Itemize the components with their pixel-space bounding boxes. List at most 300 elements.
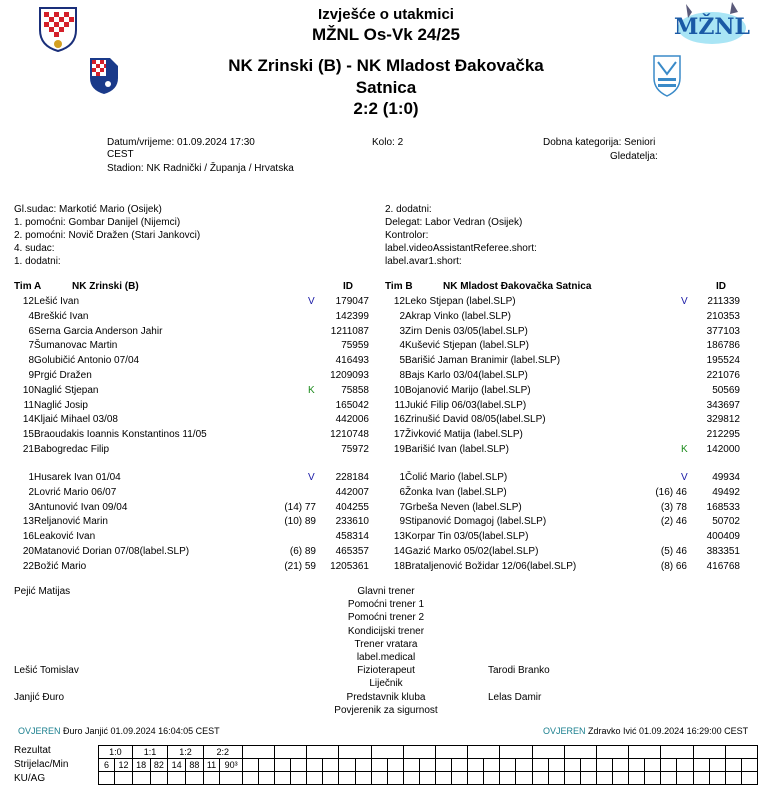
grid-label-result: Rezultat xyxy=(14,745,51,756)
scorer-minute-cell xyxy=(452,759,468,772)
kuag-cell xyxy=(661,772,677,785)
player-name: Breškić Ivan xyxy=(34,310,89,322)
official-line: Delegat: Labor Vedran (Osijek) xyxy=(385,217,523,228)
officials-right xyxy=(385,203,537,268)
player-name: Braoudakis Ioannis Konstantinos 11/05 xyxy=(34,429,207,441)
staff-role: Fizioterapeut xyxy=(357,665,415,677)
scorer-minute-cell: 6 xyxy=(99,759,115,772)
player-number: 12 xyxy=(22,296,34,307)
mznl-logo-text: MŽNL xyxy=(674,14,750,40)
player-number: 13 xyxy=(393,531,405,543)
player-name: Gazić Marko 05/02(label.SLP) xyxy=(405,546,539,557)
player-id: 186786 xyxy=(706,340,740,352)
verify-right xyxy=(543,726,748,736)
player-number: 3 xyxy=(399,325,405,337)
player-id: 212295 xyxy=(706,429,740,441)
player-number: 8 xyxy=(399,370,405,381)
player-role-mark: V xyxy=(681,296,688,307)
player-number: 9 xyxy=(399,516,405,528)
kuag-cell xyxy=(339,772,355,785)
staff-role: Pomoćni trener 1 xyxy=(347,599,425,611)
player-id: 442006 xyxy=(335,414,369,426)
result-cell xyxy=(725,746,757,759)
player-row xyxy=(385,325,750,339)
kuag-cell xyxy=(741,772,757,785)
player-number: 11 xyxy=(23,399,34,411)
match-round: Kolo: 2 xyxy=(372,137,404,148)
scorer-minute-cell: 18 xyxy=(132,759,150,772)
kuag-cell xyxy=(436,772,452,785)
player-role-mark: V xyxy=(308,472,315,483)
result-cell xyxy=(242,746,274,759)
player-name: Bojanović Marijo (label.SLP) xyxy=(405,384,531,396)
player-number: 16 xyxy=(393,414,405,426)
player-row xyxy=(14,530,379,544)
staff-role: Predstavnik kluba xyxy=(346,691,426,703)
player-row xyxy=(385,443,750,457)
player-number: 19 xyxy=(393,444,405,455)
team-b-physio: Tarodi Branko xyxy=(488,665,550,676)
team-a-label: Tim A xyxy=(14,281,42,292)
player-row xyxy=(14,354,379,368)
player-number: 5 xyxy=(399,355,405,367)
scorer-minute-cell xyxy=(355,759,371,772)
match-timezone: CEST xyxy=(107,149,134,160)
scorer-minute-cell xyxy=(709,759,725,772)
kuag-cell xyxy=(323,772,339,785)
player-name: Živković Matija (label.SLP) xyxy=(405,429,523,441)
team-b-name: NK Mladost Đakovačka Satnica xyxy=(443,281,592,292)
scorer-minute-cell xyxy=(275,759,291,772)
player-number: 21 xyxy=(22,444,34,455)
player-name: Božić Mario xyxy=(34,560,87,572)
scorer-minute-cell xyxy=(403,759,419,772)
official-line: 1. dodatni: xyxy=(14,256,61,267)
player-id: 416493 xyxy=(335,355,369,367)
player-id: 458314 xyxy=(335,531,369,543)
player-number: 6 xyxy=(399,486,405,498)
result-cell: 1:0 xyxy=(99,746,133,759)
staff-roles xyxy=(0,585,772,717)
player-name: Žonka Ivan (label.SLP) xyxy=(405,486,507,498)
player-row xyxy=(14,325,379,339)
player-name: Barišić Jaman Branimir (label.SLP) xyxy=(405,355,561,367)
kuag-cell xyxy=(203,772,220,785)
player-name: Reljanović Marin xyxy=(34,516,108,528)
match-score: 2:2 (1:0) xyxy=(353,99,419,118)
official-line: Kontrolor: xyxy=(385,230,429,241)
result-cell xyxy=(339,746,371,759)
scorer-minute-cell xyxy=(339,759,355,772)
match-teams: NK Zrinski (B) - NK Mladost Đakovačka xyxy=(228,56,544,75)
player-number: 16 xyxy=(22,531,34,543)
player-number: 10 xyxy=(22,384,34,396)
player-row xyxy=(14,428,379,442)
player-number: 1 xyxy=(399,472,405,483)
player-id: 50569 xyxy=(712,384,740,396)
player-id: 142000 xyxy=(706,444,740,455)
kuag-cell xyxy=(307,772,323,785)
player-role-mark: K xyxy=(681,444,688,455)
kuag-cell xyxy=(242,772,258,785)
score-grid-row xyxy=(99,746,758,759)
team-a-physio: Lešić Tomislav xyxy=(14,665,79,676)
player-number: 4 xyxy=(399,340,405,352)
scorer-minute-cell: 88 xyxy=(185,759,203,772)
player-row xyxy=(14,560,379,574)
result-cell xyxy=(693,746,725,759)
report-title: Izvješće o utakmici xyxy=(318,6,454,23)
result-cell xyxy=(596,746,628,759)
player-name: Brataljenović Božidar 12/06(label.SLP) xyxy=(405,560,577,572)
result-cell xyxy=(532,746,564,759)
kuag-cell xyxy=(371,772,387,785)
team-b-id-header: ID xyxy=(716,281,726,292)
verify-right-text: Zdravko Ivić 01.09.2024 16:29:00 CEST xyxy=(588,726,749,736)
player-name: Kljaić Mihael 03/08 xyxy=(34,414,118,426)
official-line: label.videoAssistantReferee.short: xyxy=(385,243,537,254)
kuag-cell xyxy=(387,772,403,785)
player-row xyxy=(385,354,750,368)
scorer-minute-cell: 90³ xyxy=(220,759,243,772)
result-cell xyxy=(436,746,468,759)
player-number: 2 xyxy=(399,310,405,322)
player-name: Matanović Dorian 07/08(label.SLP) xyxy=(34,546,190,557)
player-number: 13 xyxy=(22,516,34,528)
kuag-cell xyxy=(548,772,564,785)
scorer-minute-cell xyxy=(436,759,452,772)
player-number: 15 xyxy=(22,429,34,441)
player-name: Korpar Tin 03/05(label.SLP) xyxy=(405,531,529,543)
kuag-cell xyxy=(185,772,203,785)
score-grid-row xyxy=(99,772,758,785)
player-id: 233610 xyxy=(335,516,369,528)
player-name: Šumanovac Martin xyxy=(34,340,118,352)
player-id: 49492 xyxy=(712,486,740,498)
kuag-cell xyxy=(220,772,243,785)
official-line: 2. dodatni: xyxy=(385,204,432,215)
substitution-info: (6) 89 xyxy=(289,546,316,557)
kuag-cell xyxy=(516,772,532,785)
player-number: 2 xyxy=(28,486,34,498)
player-number: 17 xyxy=(393,429,405,441)
player-role-mark: V xyxy=(308,296,315,307)
result-cell: 2:2 xyxy=(203,746,242,759)
player-id: 416768 xyxy=(706,560,740,572)
player-number: 7 xyxy=(28,340,34,352)
player-id: 1205361 xyxy=(330,560,369,572)
substitution-info: (8) 66 xyxy=(660,560,687,572)
scorer-minute-cell xyxy=(516,759,532,772)
player-id: 343697 xyxy=(706,399,740,411)
player-number: 22 xyxy=(22,560,34,572)
staff-role: Glavni trener xyxy=(357,586,415,597)
player-id: 75858 xyxy=(341,384,369,396)
scorer-minute-cell xyxy=(596,759,612,772)
spectators: Gledatelja: xyxy=(610,151,658,162)
scorer-minute-cell xyxy=(291,759,307,772)
team-a-club-rep: Janjić Đuro xyxy=(14,692,65,703)
scorer-minute-cell: 82 xyxy=(150,759,168,772)
player-row xyxy=(14,295,379,309)
player-id: 228184 xyxy=(335,472,369,483)
player-row xyxy=(14,369,379,383)
player-id: 400409 xyxy=(706,531,740,543)
player-id: 50702 xyxy=(712,516,740,528)
player-name: Golubičić Antonio 07/04 xyxy=(34,355,140,367)
player-name: Naglić Josip xyxy=(34,399,88,411)
player-name: Jukić Filip 06/03(label.SLP) xyxy=(405,399,527,411)
official-line: Gl.sudac: Markotić Mario (Osijek) xyxy=(14,204,162,215)
staff-role: label.medical xyxy=(356,652,416,664)
verify-left xyxy=(18,726,220,736)
staff-role: Pomoćni trener 2 xyxy=(347,612,425,624)
player-role-mark: V xyxy=(681,472,688,483)
scorer-minute-cell: 12 xyxy=(115,759,133,772)
official-line: label.avar1.short: xyxy=(385,256,462,267)
staff-role: Kondicijski trener xyxy=(347,625,425,637)
player-id: 377103 xyxy=(706,325,740,337)
substitution-info: (16) 46 xyxy=(655,486,687,498)
kuag-cell xyxy=(132,772,150,785)
player-number: 18 xyxy=(393,560,405,572)
kuag-cell xyxy=(99,772,115,785)
result-cell xyxy=(500,746,532,759)
result-cell: 1:1 xyxy=(132,746,167,759)
player-name: Barišić Ivan (label.SLP) xyxy=(405,444,509,455)
player-number: 14 xyxy=(22,414,34,426)
kuag-cell xyxy=(115,772,133,785)
result-cell xyxy=(468,746,500,759)
player-name: Zrinušić David 08/05(label.SLP) xyxy=(405,414,546,426)
player-number: 3 xyxy=(28,501,34,513)
player-name: Prgić Dražen xyxy=(34,370,92,381)
kuag-cell xyxy=(613,772,629,785)
kuag-cell xyxy=(532,772,548,785)
team-b-club-rep: Lelas Damir xyxy=(488,692,542,703)
player-name: Babogredac Filip xyxy=(34,444,110,455)
kuag-cell xyxy=(596,772,612,785)
staff-role: Liječnik xyxy=(369,678,403,690)
kuag-cell xyxy=(355,772,371,785)
player-row xyxy=(14,486,379,500)
result-cell xyxy=(403,746,435,759)
scorer-minute-cell xyxy=(484,759,500,772)
team-a-id-header: ID xyxy=(343,281,353,292)
result-cell xyxy=(629,746,661,759)
age-category: Dobna kategorija: Seniori xyxy=(543,137,656,148)
scorer-minute-cell xyxy=(661,759,677,772)
competition-title: MŽNL Os-Vk 24/25 xyxy=(311,25,461,44)
player-row xyxy=(385,428,750,442)
official-line: 2. pomoćni: Novič Dražen (Stari Jankovci) xyxy=(14,230,201,241)
player-row xyxy=(385,501,750,515)
player-name: Lešić Ivan xyxy=(34,296,80,307)
player-row xyxy=(14,413,379,427)
player-row xyxy=(385,399,750,413)
player-row xyxy=(14,399,379,413)
result-cell: 1:2 xyxy=(168,746,203,759)
player-number: 9 xyxy=(28,370,34,381)
kuag-cell xyxy=(564,772,580,785)
player-number: 11 xyxy=(394,399,405,411)
kuag-cell xyxy=(468,772,484,785)
scorer-minute-cell xyxy=(532,759,548,772)
player-row xyxy=(14,515,379,529)
scorer-minute-cell xyxy=(258,759,274,772)
grid-label-scorers: Strijelac/Min xyxy=(14,759,69,770)
scorer-minute-cell xyxy=(677,759,693,772)
player-name: Grbeša Neven (label.SLP) xyxy=(405,501,522,513)
player-id: 383351 xyxy=(706,546,740,557)
kuag-cell xyxy=(419,772,435,785)
player-row xyxy=(385,310,750,324)
substitution-info: (5) 46 xyxy=(660,546,687,557)
player-id: 75972 xyxy=(341,444,369,455)
player-row xyxy=(14,471,379,485)
kuag-cell xyxy=(150,772,168,785)
kuag-cell xyxy=(291,772,307,785)
result-cell xyxy=(661,746,693,759)
scorer-minute-cell: 14 xyxy=(168,759,186,772)
player-id: 442007 xyxy=(335,486,369,498)
score-grid xyxy=(98,745,758,785)
kuag-cell xyxy=(500,772,516,785)
scorer-minute-cell xyxy=(564,759,580,772)
player-row xyxy=(385,295,750,309)
player-id: 179047 xyxy=(335,296,369,307)
player-name: Lovrić Mario 06/07 xyxy=(34,486,117,498)
player-number: 10 xyxy=(393,384,405,396)
kuag-cell xyxy=(403,772,419,785)
player-name: Stipanović Domagoj (label.SLP) xyxy=(405,516,547,528)
scorer-minute-cell xyxy=(419,759,435,772)
kuag-cell xyxy=(168,772,186,785)
player-name: Zirn Denis 03/05(label.SLP) xyxy=(405,325,528,337)
player-row xyxy=(14,545,379,559)
kuag-cell xyxy=(580,772,596,785)
player-row xyxy=(14,384,379,398)
team-b-label: Tim B xyxy=(385,281,413,292)
kuag-cell xyxy=(677,772,693,785)
kuag-cell xyxy=(258,772,274,785)
player-name: Akrap Vinko (label.SLP) xyxy=(405,310,511,322)
staff-role: Povjerenik za sigurnost xyxy=(334,704,438,716)
substitution-info: (14) 77 xyxy=(284,501,316,513)
player-name: Serna Garcia Anderson Jahir xyxy=(34,325,163,337)
player-number: 12 xyxy=(393,296,405,307)
player-number: 14 xyxy=(393,546,405,557)
substitution-info: (10) 89 xyxy=(284,516,316,528)
player-id: 404255 xyxy=(335,501,369,513)
result-cell xyxy=(564,746,596,759)
player-name: Kušević Stjepan (label.SLP) xyxy=(405,340,529,352)
player-id: 1209093 xyxy=(330,370,369,381)
player-row xyxy=(385,413,750,427)
team-a-head-coach: Pejić Matijas xyxy=(14,586,71,597)
scorer-minute-cell xyxy=(387,759,403,772)
scorer-minute-cell xyxy=(468,759,484,772)
player-name: Leaković Ivan xyxy=(34,531,96,543)
grid-label-kuag: KU/AG xyxy=(14,773,46,784)
substitution-info: (21) 59 xyxy=(284,560,316,572)
scorer-minute-cell xyxy=(500,759,516,772)
scorer-minute-cell xyxy=(645,759,661,772)
scorer-minute-cell xyxy=(548,759,564,772)
player-number: 20 xyxy=(22,546,34,557)
player-row xyxy=(385,369,750,383)
team-a-name: NK Zrinski (B) xyxy=(72,281,139,292)
player-row xyxy=(14,339,379,353)
result-cell xyxy=(307,746,339,759)
scorer-minute-cell xyxy=(242,759,258,772)
player-row xyxy=(385,339,750,353)
result-cell xyxy=(275,746,307,759)
scorer-minute-cell: 11 xyxy=(203,759,220,772)
match-datetime: Datum/vrijeme: 01.09.2024 17:30 xyxy=(107,137,255,148)
kuag-cell xyxy=(645,772,661,785)
player-id: 142399 xyxy=(335,310,369,322)
player-number: 6 xyxy=(28,325,34,337)
player-row xyxy=(385,545,750,559)
player-row xyxy=(385,486,750,500)
match-stadium: Stadion: NK Radnički / Županja / Hrvatska xyxy=(107,163,294,174)
scorer-minute-cell xyxy=(580,759,596,772)
substitution-info: (2) 46 xyxy=(660,516,687,528)
player-row xyxy=(385,530,750,544)
player-id: 195524 xyxy=(706,355,740,367)
verify-left-status: OVJEREN xyxy=(18,726,61,736)
player-id: 210353 xyxy=(706,310,740,322)
official-line: 1. pomoćni: Gombar Danijel (Nijemci) xyxy=(14,217,181,228)
player-id: 1210748 xyxy=(330,429,369,441)
scorer-minute-cell xyxy=(629,759,645,772)
kuag-cell xyxy=(484,772,500,785)
player-id: 49934 xyxy=(712,472,740,483)
player-name: Bajs Karlo 03/04(label.SLP) xyxy=(405,370,528,381)
kuag-cell xyxy=(709,772,725,785)
scorer-minute-cell xyxy=(371,759,387,772)
player-row xyxy=(385,384,750,398)
player-id: 165042 xyxy=(335,399,369,411)
score-grid-row xyxy=(99,759,758,772)
player-row xyxy=(385,515,750,529)
scorer-minute-cell xyxy=(741,759,757,772)
player-id: 75959 xyxy=(341,340,369,352)
player-id: 221076 xyxy=(706,370,740,381)
kuag-cell xyxy=(693,772,709,785)
player-name: Husarek Ivan 01/04 xyxy=(34,472,121,483)
player-number: 7 xyxy=(399,501,405,513)
player-id: 168533 xyxy=(706,501,740,513)
official-line: 4. sudac: xyxy=(14,243,55,254)
player-role-mark: K xyxy=(308,384,315,396)
player-row xyxy=(385,560,750,574)
kuag-cell xyxy=(629,772,645,785)
player-id: 1211087 xyxy=(330,325,369,337)
officials-left xyxy=(14,203,200,268)
player-name: Leko Stjepan (label.SLP) xyxy=(405,296,516,307)
result-cell xyxy=(371,746,403,759)
verify-right-status: OVJEREN xyxy=(543,726,586,736)
substitution-info: (3) 78 xyxy=(660,501,687,513)
player-row xyxy=(14,443,379,457)
player-number: 4 xyxy=(28,310,34,322)
scorer-minute-cell xyxy=(725,759,741,772)
player-name: Čolić Mario (label.SLP) xyxy=(405,472,508,483)
scorer-minute-cell xyxy=(307,759,323,772)
player-number: 1 xyxy=(28,472,34,483)
